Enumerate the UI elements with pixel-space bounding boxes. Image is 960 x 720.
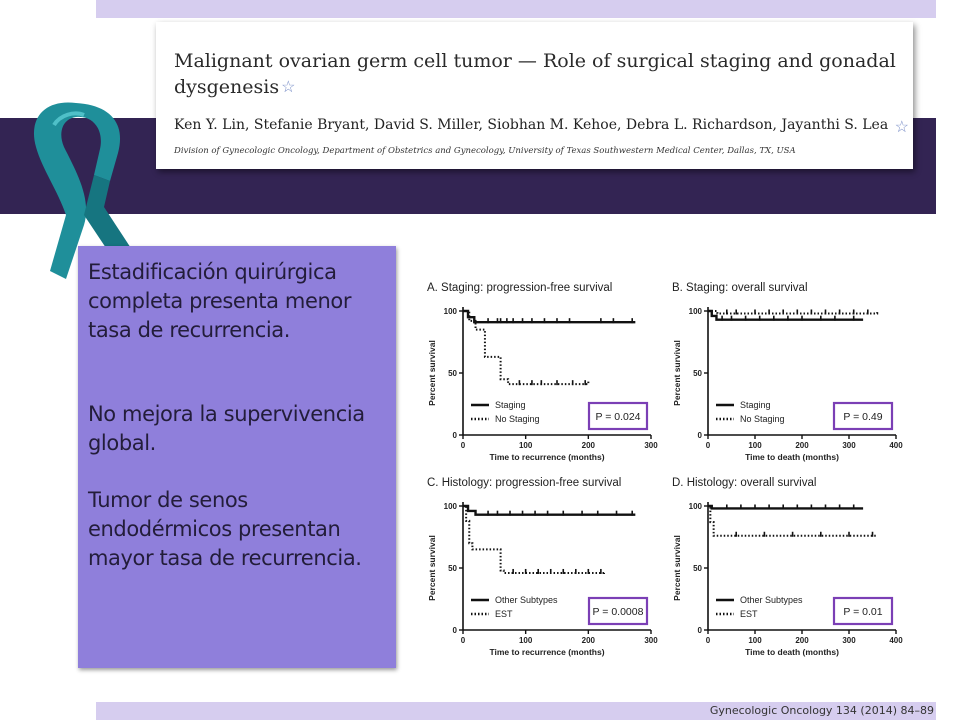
- summary-paragraph-1: Estadificación quirúrgica completa presenta menor tasa de recurrencia.: [88, 260, 352, 342]
- y-axis-label: Percent survival: [427, 535, 437, 601]
- chart-title: A. Staging: progression-free survival: [427, 282, 613, 294]
- article-header-card: [156, 22, 913, 169]
- x-axis-label: Time to recurrence (months): [489, 452, 605, 462]
- chart-d-svg: [670, 471, 903, 657]
- plot-c: [425, 471, 658, 657]
- y-tick-label: 0: [452, 626, 457, 635]
- plot-d: [670, 471, 903, 657]
- x-tick-label: 200: [795, 636, 809, 645]
- x-tick-label: 300: [644, 441, 658, 450]
- chart-title: D. Histology: overall survival: [672, 477, 817, 489]
- y-tick-label: 0: [697, 626, 702, 635]
- summary-panel: [78, 246, 396, 668]
- legend-label: EST: [740, 609, 758, 619]
- author-star-icon: ☆: [894, 117, 909, 136]
- p-value-label: P = 0.01: [843, 606, 883, 618]
- y-tick-label: 100: [688, 307, 702, 316]
- y-axis-label: Percent survival: [672, 535, 682, 601]
- x-tick-label: 100: [518, 636, 533, 645]
- top-decor-band: [96, 0, 936, 18]
- x-tick-label: 300: [644, 636, 658, 645]
- chart-title: B. Staging: overall survival: [672, 282, 808, 294]
- x-axis-label: Time to recurrence (months): [489, 647, 605, 657]
- summary-paragraph-3: Tumor de senos endodérmicos presentan mayor tasa de recurrencia.: [88, 488, 362, 570]
- x-tick-label: 200: [795, 441, 809, 450]
- x-tick-label: 300: [842, 441, 856, 450]
- survival-curve-2: [708, 506, 877, 536]
- legend-label: Other Subtypes: [740, 595, 803, 605]
- y-tick-label: 50: [693, 564, 702, 573]
- citation-text: Gynecologic Oncology 134 (2014) 84–89: [709, 704, 934, 717]
- citation-bar: [96, 702, 936, 720]
- legend-label: EST: [495, 609, 513, 619]
- author-list: [174, 117, 919, 136]
- legend-label: Staging: [495, 400, 526, 410]
- plot-a: [425, 276, 658, 462]
- x-tick-label: 300: [842, 636, 856, 645]
- p-value-label: P = 0.024: [595, 411, 641, 423]
- plot-b: [670, 276, 903, 462]
- x-tick-label: 0: [705, 636, 711, 645]
- y-tick-label: 50: [448, 369, 457, 378]
- y-tick-label: 100: [443, 502, 457, 511]
- y-axis-label: Percent survival: [427, 340, 437, 406]
- x-tick-label: 400: [889, 441, 903, 450]
- chart-title: C. Histology: progression-free survival: [427, 477, 622, 489]
- chart-b-svg: [670, 276, 903, 462]
- chart-c-svg: [425, 471, 658, 657]
- legend-label: Staging: [740, 400, 771, 410]
- paper-title: [174, 48, 904, 100]
- y-tick-label: 0: [452, 431, 457, 440]
- x-tick-label: 100: [748, 441, 762, 450]
- legend-label: No Staging: [740, 414, 785, 424]
- y-tick-label: 50: [693, 369, 702, 378]
- author-names: Ken Y. Lin, Stefanie Bryant, David S. Miller, Siobhan M. Kehoe, Debra L. Richardson, Jayanthi S. Lea: [174, 117, 889, 133]
- x-tick-label: 0: [460, 441, 466, 450]
- y-axis-label: Percent survival: [672, 340, 682, 406]
- x-axis-label: Time to death (months): [745, 647, 839, 657]
- survival-curve-2: [708, 311, 877, 313]
- star-icon: ☆: [281, 77, 296, 96]
- y-tick-label: 100: [688, 502, 702, 511]
- p-value-label: P = 0.0008: [592, 606, 644, 618]
- x-axis-label: Time to death (months): [745, 452, 839, 462]
- x-tick-label: 200: [581, 441, 596, 450]
- paper-title-text: Malignant ovarian germ cell tumor — Role of surgical staging and gonadal dysgenesis: [174, 50, 896, 98]
- affiliation: Division of Gynecologic Oncology, Department of Obstetrics and Gynecology, University of Texas Southwestern Medical Center, Dallas, TX, USA: [174, 146, 796, 156]
- y-tick-label: 100: [443, 307, 457, 316]
- legend-label: No Staging: [495, 414, 540, 424]
- x-tick-label: 400: [889, 636, 903, 645]
- x-tick-label: 0: [705, 441, 711, 450]
- x-tick-label: 200: [581, 636, 596, 645]
- summary-paragraph-2: No mejora la supervivencia global.: [88, 402, 365, 455]
- x-tick-label: 100: [518, 441, 533, 450]
- x-tick-label: 0: [460, 636, 466, 645]
- chart-a-svg: [425, 276, 658, 462]
- x-tick-label: 100: [748, 636, 762, 645]
- survival-curve-2: [463, 506, 604, 573]
- y-tick-label: 50: [448, 564, 457, 573]
- p-value-label: P = 0.49: [843, 411, 883, 423]
- legend-label: Other Subtypes: [495, 595, 558, 605]
- y-tick-label: 0: [697, 431, 702, 440]
